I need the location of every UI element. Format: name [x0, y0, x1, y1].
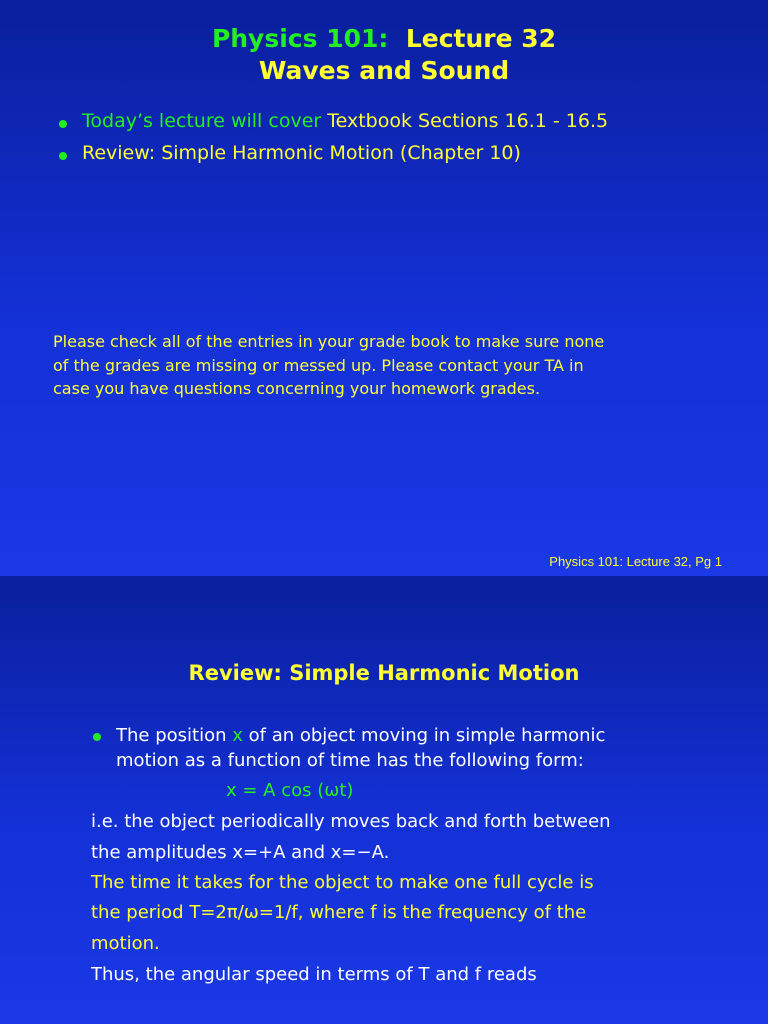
course-title: Physics 101: [211, 24, 389, 53]
notice-line: of the grades are missing or messed up. Please contact your TA in [53, 355, 584, 375]
lecture-number: Lecture 32 [405, 24, 557, 53]
bullet-icon [59, 120, 67, 128]
bullet-icon [93, 733, 101, 741]
bullet-position-line1 [116, 725, 605, 746]
ie-line-2: the amplitudes x=+A and x=−A. [91, 842, 390, 863]
notice-line: Please check all of the entries in your grade book to make sure none [53, 332, 605, 351]
slide-title: Review: Simple Harmonic Motion [188, 661, 580, 685]
equation-position: x = A cos (ωt) [226, 780, 354, 801]
angular-speed-line: Thus, the angular speed in terms of T and f reads [91, 964, 537, 985]
text-segment: of an object moving in simple harmonic [248, 725, 606, 746]
bullet-sections: Textbook Sections 16.1 - 16.5 [327, 110, 609, 132]
slide-footer: Physics 101: Lecture 32, Pg 1 [549, 554, 722, 569]
period-line-2: the period T=2π/ω=1/f, where f is the frequency of the [91, 902, 587, 923]
bullet-position-line2: motion as a function of time has the following form: [116, 750, 584, 771]
grade-book-notice [53, 330, 733, 401]
slide-title [0, 24, 768, 53]
period-line-3: motion. [91, 933, 160, 954]
bullet-prefix: Today’s lecture will cover [82, 110, 322, 132]
period-line-1: The time it takes for the object to make one full cycle is [91, 872, 594, 893]
bullet-textbook-sections [82, 110, 608, 132]
lecture-topic: Waves and Sound [258, 56, 510, 85]
bullet-icon [59, 152, 67, 160]
variable-x: x [232, 725, 243, 746]
text-segment: The position [116, 725, 227, 746]
slide-2 [0, 576, 768, 1024]
notice-line: case you have questions concerning your homework grades. [53, 379, 541, 398]
ie-line-1: i.e. the object periodically moves back and forth between [91, 811, 611, 832]
bullet-review: Review: Simple Harmonic Motion (Chapter 10) [82, 142, 521, 164]
